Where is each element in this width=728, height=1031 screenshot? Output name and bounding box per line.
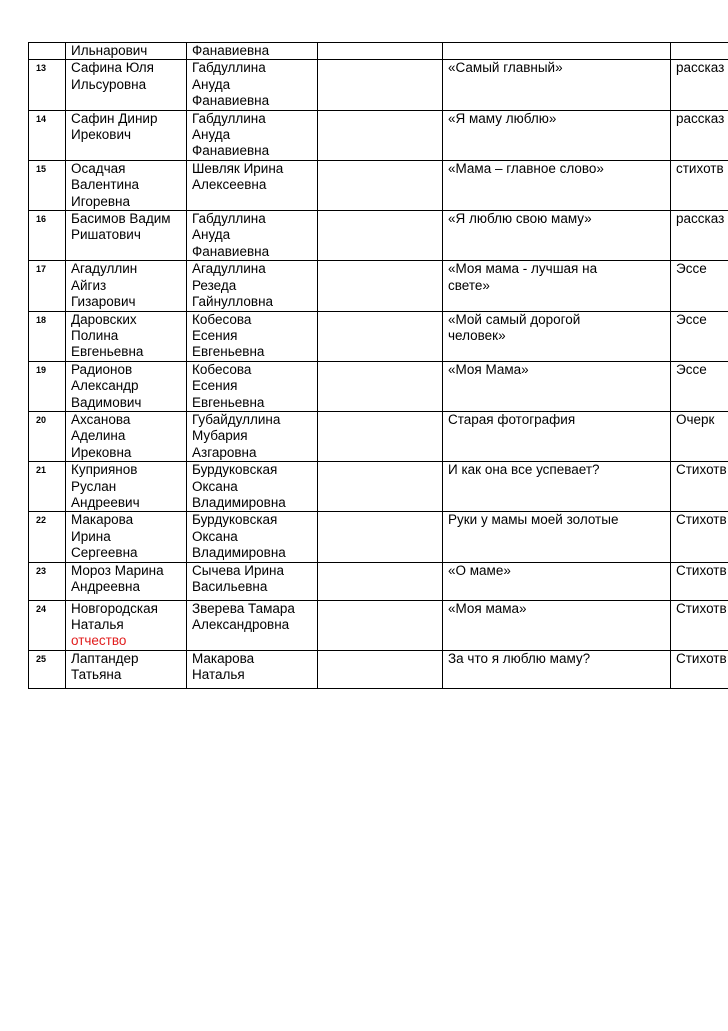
teacher-name-line: Ануда	[192, 127, 231, 143]
work-title-line: человек»	[448, 327, 506, 343]
work-title-cell	[443, 43, 671, 60]
work-title-line: «Моя мама»	[448, 600, 527, 616]
work-title-line: «Моя мама - лучшая на	[448, 261, 598, 277]
student-name-line: Сергеевна	[71, 545, 138, 561]
student-name-line: Осадчая	[71, 160, 126, 176]
table-row	[29, 411, 728, 461]
teacher-name-line: Фанавиевна	[192, 243, 270, 259]
student-name-line: Наталья	[71, 617, 124, 632]
teacher-name-line: Евгеньевна	[192, 394, 265, 410]
table-row	[29, 60, 728, 110]
work-title-line: И как она все успевает?	[448, 462, 600, 478]
teacher-name-cell	[187, 411, 318, 461]
work-title-cell	[443, 311, 671, 361]
teacher-name-line: Ануда	[192, 76, 231, 92]
teacher-name-line: Гайнулловна	[192, 294, 274, 310]
teacher-name-cell	[187, 600, 318, 650]
empty-cell	[318, 60, 443, 110]
row-number: 15	[29, 160, 66, 210]
empty-cell	[318, 43, 443, 60]
work-title-line: свете»	[448, 277, 490, 293]
work-title-cell	[443, 512, 671, 562]
row-number: 23	[29, 562, 66, 600]
genre-cell	[671, 261, 728, 311]
table-row	[29, 110, 728, 160]
teacher-name-cell	[187, 110, 318, 160]
genre-line: Стихотв	[676, 462, 727, 478]
row-number: 24	[29, 600, 66, 650]
teacher-name-line: Бурдуковская	[192, 512, 278, 528]
table-row	[29, 650, 728, 688]
student-name-line: Мороз Марина	[71, 562, 164, 578]
teacher-name-line: Шевляк Ирина	[192, 160, 284, 176]
genre-line: рассказ	[676, 110, 725, 126]
genre-cell	[671, 160, 728, 210]
work-title-line: Старая фотография	[448, 411, 576, 427]
student-name-line: Сафин Динир	[71, 110, 158, 126]
table-row	[29, 462, 728, 512]
teacher-name-line: Васильевна	[192, 579, 268, 594]
student-name-cell	[66, 411, 187, 461]
empty-cell	[318, 261, 443, 311]
work-title-line: «Я маму люблю»	[448, 110, 557, 126]
student-name-line: Лаптандер	[71, 650, 139, 666]
student-name-cell	[66, 311, 187, 361]
teacher-name-line: Габдуллина	[192, 110, 266, 126]
student-name-line: Руслан	[71, 478, 117, 494]
student-name-line: Ирекович	[71, 127, 132, 143]
genre-cell	[671, 311, 728, 361]
teacher-name-cell	[187, 60, 318, 110]
empty-cell	[318, 211, 443, 261]
table-row	[29, 600, 728, 650]
teacher-name-line: Агадуллина	[192, 261, 266, 277]
genre-line: рассказ	[676, 211, 725, 227]
teacher-name-cell	[187, 211, 318, 261]
teacher-name-line: Наталья	[192, 667, 245, 683]
student-name-cell	[66, 512, 187, 562]
student-name-line: Айгиз	[71, 277, 107, 293]
genre-line: Эссе	[676, 361, 707, 377]
teacher-name-line: Азгаровна	[192, 444, 257, 460]
genre-line: Очерк	[676, 411, 715, 427]
student-name-cell	[66, 261, 187, 311]
teacher-name-cell	[187, 650, 318, 688]
student-name-cell	[66, 211, 187, 261]
work-title-cell	[443, 462, 671, 512]
teacher-name-cell	[187, 160, 318, 210]
student-name-line: Валентина	[71, 177, 140, 193]
genre-cell	[671, 211, 728, 261]
genre-line: Стихотв	[676, 650, 727, 666]
empty-cell	[318, 562, 443, 600]
teacher-name-line: Фанавиевна	[192, 93, 270, 109]
row-number: 21	[29, 462, 66, 512]
genre-cell	[671, 60, 728, 110]
genre-cell	[671, 600, 728, 650]
student-name-line: Ирина	[71, 528, 111, 544]
work-title-cell	[443, 261, 671, 311]
teacher-name-line: Есения	[192, 378, 238, 394]
teacher-name-line: Сычева Ирина	[192, 562, 284, 578]
teacher-name-line: Есения	[192, 327, 238, 343]
genre-cell	[671, 512, 728, 562]
work-title-cell	[443, 650, 671, 688]
table-row	[29, 261, 728, 311]
table-row	[29, 562, 728, 600]
work-title-line: «Мама – главное слово»	[448, 160, 604, 176]
row-number: 20	[29, 411, 66, 461]
teacher-name-line: Фанавиевна	[192, 143, 270, 159]
teacher-name-line: Фанавиевна	[192, 43, 270, 58]
row-number	[29, 43, 66, 60]
student-name-line: Агадуллин	[71, 261, 138, 277]
student-name-line: Даровских	[71, 311, 137, 327]
student-name-cell	[66, 650, 187, 688]
empty-cell	[318, 160, 443, 210]
student-name-line: Куприянов	[71, 462, 138, 478]
genre-cell	[671, 462, 728, 512]
student-name-line: Ришатович	[71, 227, 141, 243]
table-row	[29, 43, 728, 60]
genre-line: Эссе	[676, 261, 707, 277]
table-row	[29, 512, 728, 562]
teacher-name-line: Владимировна	[192, 545, 286, 561]
student-name-cell	[66, 361, 187, 411]
teacher-name-line: Зверева Тамара	[192, 600, 295, 616]
row-number: 16	[29, 211, 66, 261]
work-title-line: Руки у мамы моей золотые	[448, 512, 619, 528]
teacher-name-line: Кобесова	[192, 311, 252, 327]
teacher-name-line: Александровна	[192, 617, 290, 632]
teacher-name-cell	[187, 512, 318, 562]
participants-table	[28, 42, 728, 689]
student-name-line: Аделина	[71, 428, 126, 444]
student-name-line: Ильнарович	[71, 43, 148, 58]
empty-cell	[318, 311, 443, 361]
row-number: 13	[29, 60, 66, 110]
student-name-line: Вадимович	[71, 394, 142, 410]
teacher-name-cell	[187, 361, 318, 411]
teacher-name-cell	[187, 311, 318, 361]
genre-line: Стихотв	[676, 512, 727, 528]
genre-cell	[671, 411, 728, 461]
teacher-name-line: Макарова	[192, 650, 255, 666]
work-title-cell	[443, 562, 671, 600]
teacher-name-cell	[187, 562, 318, 600]
student-name-line: Андреевна	[71, 579, 140, 594]
genre-cell	[671, 110, 728, 160]
genre-cell	[671, 562, 728, 600]
table-body	[29, 43, 728, 689]
table-row	[29, 160, 728, 210]
teacher-name-cell	[187, 43, 318, 60]
student-name-line: Радионов	[71, 361, 133, 377]
genre-line: Стихотв	[676, 600, 727, 616]
table-row	[29, 211, 728, 261]
student-name-cell	[66, 600, 187, 650]
row-number: 17	[29, 261, 66, 311]
student-name-cell	[66, 462, 187, 512]
student-name-line: Полина	[71, 327, 119, 343]
work-title-cell	[443, 110, 671, 160]
empty-cell	[318, 462, 443, 512]
empty-cell	[318, 650, 443, 688]
genre-cell	[671, 361, 728, 411]
work-title-cell	[443, 411, 671, 461]
teacher-name-line: Габдуллина	[192, 211, 266, 227]
teacher-name-line: Ануда	[192, 227, 231, 243]
genre-cell	[671, 43, 728, 60]
row-number: 19	[29, 361, 66, 411]
student-name-cell	[66, 160, 187, 210]
student-name-line: Ирековна	[71, 444, 132, 460]
teacher-name-line: Мубария	[192, 428, 248, 444]
teacher-name-line: Евгеньевна	[192, 344, 265, 360]
empty-cell	[318, 110, 443, 160]
genre-line: рассказ	[676, 60, 725, 76]
genre-line: стихотв	[676, 160, 724, 176]
teacher-name-cell	[187, 261, 318, 311]
work-title-line: «О маме»	[448, 562, 511, 578]
student-name-line: Новгородская	[71, 600, 158, 616]
work-title-cell	[443, 160, 671, 210]
genre-cell	[671, 650, 728, 688]
work-title-cell	[443, 211, 671, 261]
work-title-line: «Я люблю свою маму»	[448, 211, 592, 227]
work-title-line: «Мой самый дорогой	[448, 311, 581, 327]
student-name-line: Макарова	[71, 512, 134, 528]
work-title-cell	[443, 600, 671, 650]
work-title-line: За что я люблю маму?	[448, 650, 591, 666]
missing-patronymic-text: отчество	[71, 633, 127, 649]
empty-cell	[318, 361, 443, 411]
teacher-name-line: Кобесова	[192, 361, 252, 377]
work-title-cell	[443, 60, 671, 110]
student-name-cell	[66, 562, 187, 600]
student-name-line: Татьяна	[71, 667, 122, 683]
teacher-name-line: Оксана	[192, 528, 238, 544]
empty-cell	[318, 411, 443, 461]
teacher-name-line: Оксана	[192, 478, 238, 494]
teacher-name-cell	[187, 462, 318, 512]
empty-cell	[318, 512, 443, 562]
work-title-cell	[443, 361, 671, 411]
student-name-cell	[66, 43, 187, 60]
table-row	[29, 361, 728, 411]
teacher-name-line: Владимировна	[192, 494, 286, 510]
student-name-line: Евгеньевна	[71, 344, 144, 360]
student-name-line: Гизарович	[71, 294, 136, 310]
student-name-cell	[66, 60, 187, 110]
teacher-name-line: Алексеевна	[192, 177, 267, 193]
student-name-line: Ильсуровна	[71, 76, 147, 92]
work-title-line: «Самый главный»	[448, 60, 563, 76]
teacher-name-line: Бурдуковская	[192, 462, 278, 478]
genre-line: Стихотв	[676, 562, 727, 578]
work-title-line: «Моя Мама»	[448, 361, 529, 377]
row-number: 14	[29, 110, 66, 160]
teacher-name-line: Губайдуллина	[192, 411, 281, 427]
student-name-cell	[66, 110, 187, 160]
table-row	[29, 311, 728, 361]
row-number: 18	[29, 311, 66, 361]
empty-cell	[318, 600, 443, 650]
student-name-line: Александр	[71, 378, 139, 394]
genre-line: Эссе	[676, 311, 707, 327]
student-name-line: Андреевич	[71, 494, 140, 510]
student-name-line: Сафина Юля	[71, 60, 154, 76]
student-name-line: Игоревна	[71, 193, 130, 209]
teacher-name-line: Габдуллина	[192, 60, 266, 76]
row-number: 22	[29, 512, 66, 562]
teacher-name-line: Резеда	[192, 277, 237, 293]
row-number: 25	[29, 650, 66, 688]
student-name-line: Ахсанова	[71, 411, 131, 427]
student-name-line: Басимов Вадим	[71, 211, 171, 227]
